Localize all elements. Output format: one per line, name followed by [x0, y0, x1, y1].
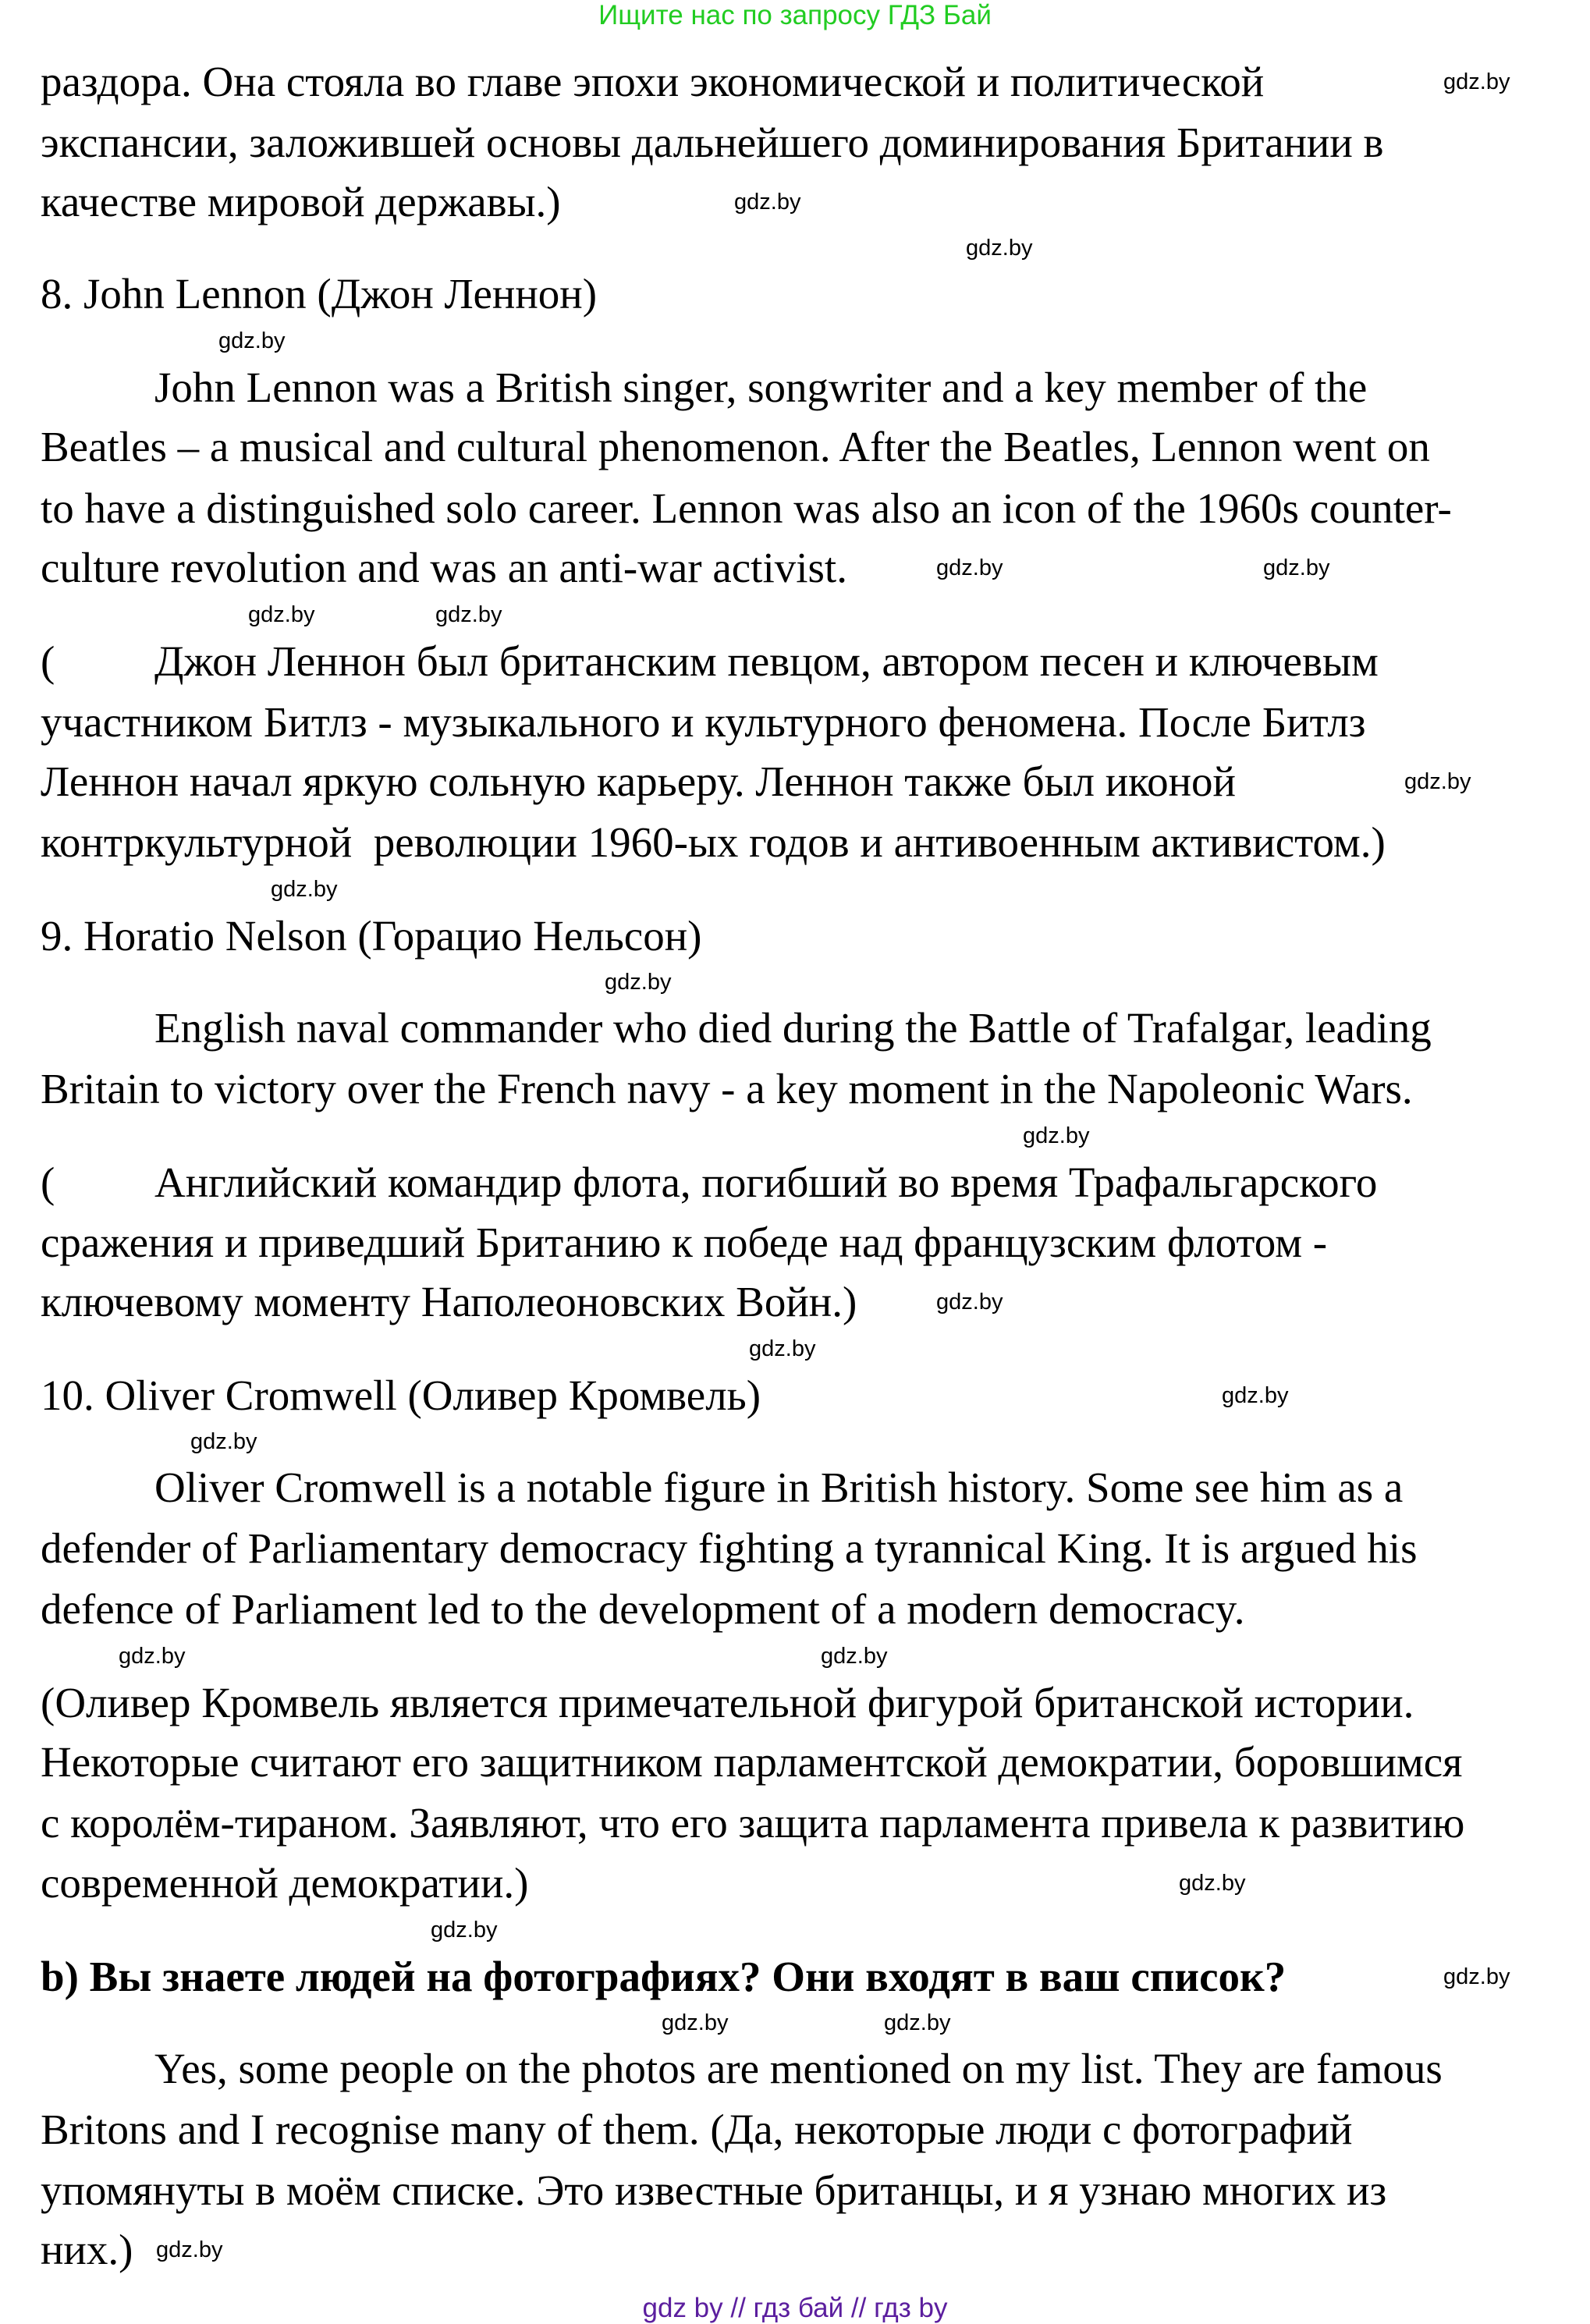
text-line: Britain to victory over the French navy - a key moment in the Napoleonic Wars.	[41, 1065, 1413, 1112]
section-heading: 8. John Lennon (Джон Леннон)	[41, 270, 598, 318]
text-line: упомянуты в моём списке. Это известные британцы, и я узнаю многих из	[41, 2166, 1387, 2214]
watermark: gdz.by	[1443, 69, 1510, 94]
section-heading: 10. Oliver Cromwell (Оливер Кромвель)	[41, 1371, 761, 1419]
open-parenthesis: (	[41, 1158, 55, 1206]
text-line: качестве мировой державы.)	[41, 178, 561, 225]
watermark: gdz.by	[271, 877, 338, 902]
text-line: (Оливер Кромвель является примечательной фигурой британской истории.	[41, 1679, 1414, 1726]
text-line: English naval commander who died during the Battle of Trafalgar, leading	[154, 1004, 1432, 1052]
text-line: defender of Parliamentary democracy fighting a tyrannical King. It is argued his	[41, 1524, 1418, 1572]
watermark: gdz.by	[218, 328, 286, 353]
site-banner: Ищите нас по запросу ГДЗ Бай	[598, 0, 992, 30]
text-line: Yes, some people on the photos are mentioned on my list. They are famous	[154, 2045, 1443, 2092]
watermark: gdz.by	[1179, 1871, 1246, 1896]
watermark: gdz.by	[119, 1644, 186, 1669]
text-line: экспансии, заложившей основы дальнейшего доминирования Британии в	[41, 119, 1384, 166]
watermark: gdz.by	[431, 1918, 498, 1943]
watermark: gdz.by	[884, 2010, 951, 2035]
text-line: раздора. Она стояла во главе эпохи экономической и политической	[41, 58, 1265, 105]
open-parenthesis: (	[41, 637, 55, 685]
text-line: контркультурной революции 1960-ых годов и антивоенным активистом.)	[41, 818, 1386, 866]
watermark: gdz.by	[605, 970, 672, 995]
text-line: Джон Леннон был британским певцом, автором песен и ключевым	[154, 637, 1379, 685]
text-line: ключевому моменту Наполеоновских Войн.)	[41, 1278, 857, 1325]
watermark: gdz.by	[936, 555, 1003, 580]
section-heading: 9. Horatio Nelson (Горацио Нельсон)	[41, 912, 702, 960]
text-line: Oliver Cromwell is a notable figure in British history. Some see him as a	[154, 1464, 1404, 1511]
section-question: b) Вы знаете людей на фотографиях? Они входят в ваш список?	[41, 1953, 1287, 2000]
text-line: Леннон начал яркую сольную карьеру. Леннон также был иконой	[41, 758, 1236, 805]
text-line: Некоторые считают его защитником парламентской демократии, боровшимся	[41, 1738, 1463, 1786]
text-line: современной демократии.)	[41, 1859, 529, 1907]
watermark: gdz.by	[936, 1290, 1003, 1315]
watermark: gdz.by	[734, 190, 801, 215]
watermark: gdz.by	[1443, 1964, 1510, 1989]
watermark: gdz.by	[248, 602, 315, 627]
text-line: Britons and I recognise many of them. (Да, некоторые люди с фотографий	[41, 2106, 1353, 2153]
text-line: to have a distinguished solo career. Lennon was also an icon of the 1960s counter-	[41, 484, 1452, 532]
watermark: gdz.by	[662, 2010, 729, 2035]
text-line: John Lennon was a British singer, songwriter and a key member of the	[154, 364, 1368, 411]
watermark: gdz.by	[156, 2237, 223, 2262]
watermark: gdz.by	[1404, 769, 1471, 794]
watermark: gdz.by	[749, 1336, 816, 1361]
watermark: gdz.by	[1263, 555, 1330, 580]
text-line: сражения и приведший Британию к победе над французским флотом -	[41, 1219, 1328, 1266]
text-line: Beatles – a musical and cultural phenomenon. After the Beatles, Lennon went on	[41, 423, 1430, 470]
text-line: участником Битлз - музыкального и культурного феномена. После Битлз	[41, 698, 1366, 746]
watermark: gdz.by	[190, 1429, 257, 1454]
watermark: gdz.by	[966, 236, 1033, 261]
text-line: culture revolution and was an anti-war activist.	[41, 544, 847, 591]
text-line: них.)	[41, 2226, 133, 2273]
watermark: gdz.by	[1023, 1123, 1090, 1148]
text-line: с королём-тираном. Заявляют, что его защита парламента привела к развитию	[41, 1799, 1465, 1847]
text-line: defence of Parliament led to the development of a modern democracy.	[41, 1585, 1245, 1633]
watermark: gdz.by	[821, 1644, 888, 1669]
watermark: gdz.by	[435, 602, 502, 627]
site-footer[interactable]: gdz by // гдз бай // гдз by	[642, 2293, 948, 2323]
text-line: Английский командир флота, погибший во время Трафальгарского	[154, 1158, 1378, 1206]
watermark: gdz.by	[1222, 1383, 1289, 1408]
